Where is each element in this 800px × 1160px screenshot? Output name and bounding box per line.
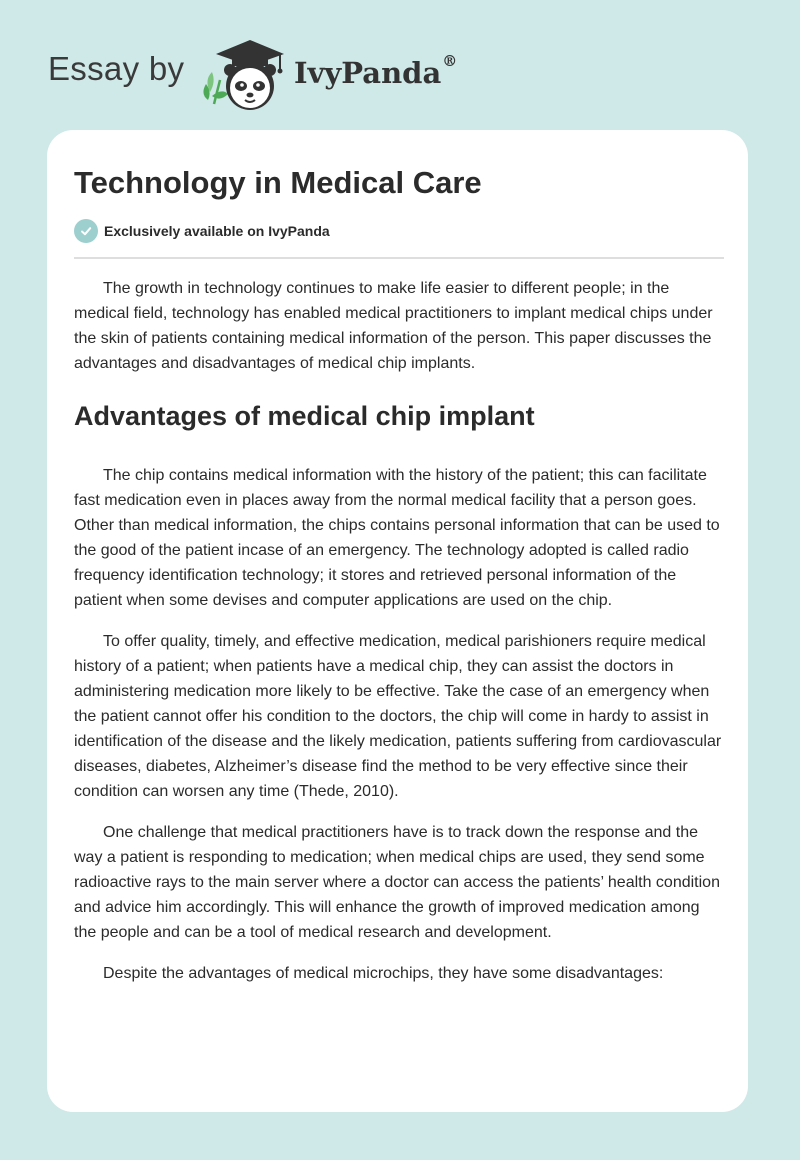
essay-card [47,130,748,1112]
ivypanda-brand[interactable] [294,52,458,90]
divider [74,257,724,259]
site-header [48,34,548,114]
section-heading: Advantages of medical chip implant [74,401,535,431]
essay-content [74,160,724,986]
essay-by-label: Essay by [48,50,185,87]
body-paragraph: The chip contains medical information with the history of the patient; this can facilitate fast medication even in places away from the normal medical facility that a person goes. Other than medical information, the chips contains personal information that can be used to the good of the patient incase of an emergency. The technology adopted is called radio frequency identification technology; it stores and retrieved personal information of the patient when some devises and computer applications are used on the chip. [74,467,720,609]
body-paragraph: To offer quality, timely, and effective medication, medical parishioners require medical history of a patient; when patients have a medical chip, they can assist the doctors in administering medication more likely to be effective. Take the case of an emergency when the patient cannot offer his condition to the doctors, the chip will come in hardy to assist in identification of the disease and the likely medication, patients suffering from cardiovascular diseases, diabetes, Alzheimer’s disease find the method to be very effective since their condition can worsen any time (Thede, 2010). [74,633,722,800]
registered-mark: ® [442,52,458,70]
intro-paragraph: The growth in technology continues to make life easier to different people; in the medical field, technology has enabled medical practitioners to implant medical chips under the skin of patients containing medical information of the person. This paper discusses the advantages and disadvantages of medical chip implants. [74,280,713,372]
bamboo-leaf-icon [203,72,228,104]
panda-logo-icon[interactable] [202,34,294,110]
badge-text: Exclusively available on IvyPanda [104,223,330,239]
brand-name: IvyPanda [294,56,442,90]
body-paragraph: Despite the advantages of medical microchips, they have some disadvantages: [103,965,664,982]
page-title: Technology in Medical Care [74,165,482,200]
exclusive-badge [74,219,724,243]
body-paragraph: One challenge that medical practitioners have is to track down the response and the way a patient is responding to medication; when medical chips are used, they send some radioactive rays to the main server where a doctor can access the patients’ health condition and advice him accordingly. This will enhance the growth of improved medication among the people and can be a tool of medical research and development. [74,824,720,941]
check-circle-icon [74,219,98,243]
